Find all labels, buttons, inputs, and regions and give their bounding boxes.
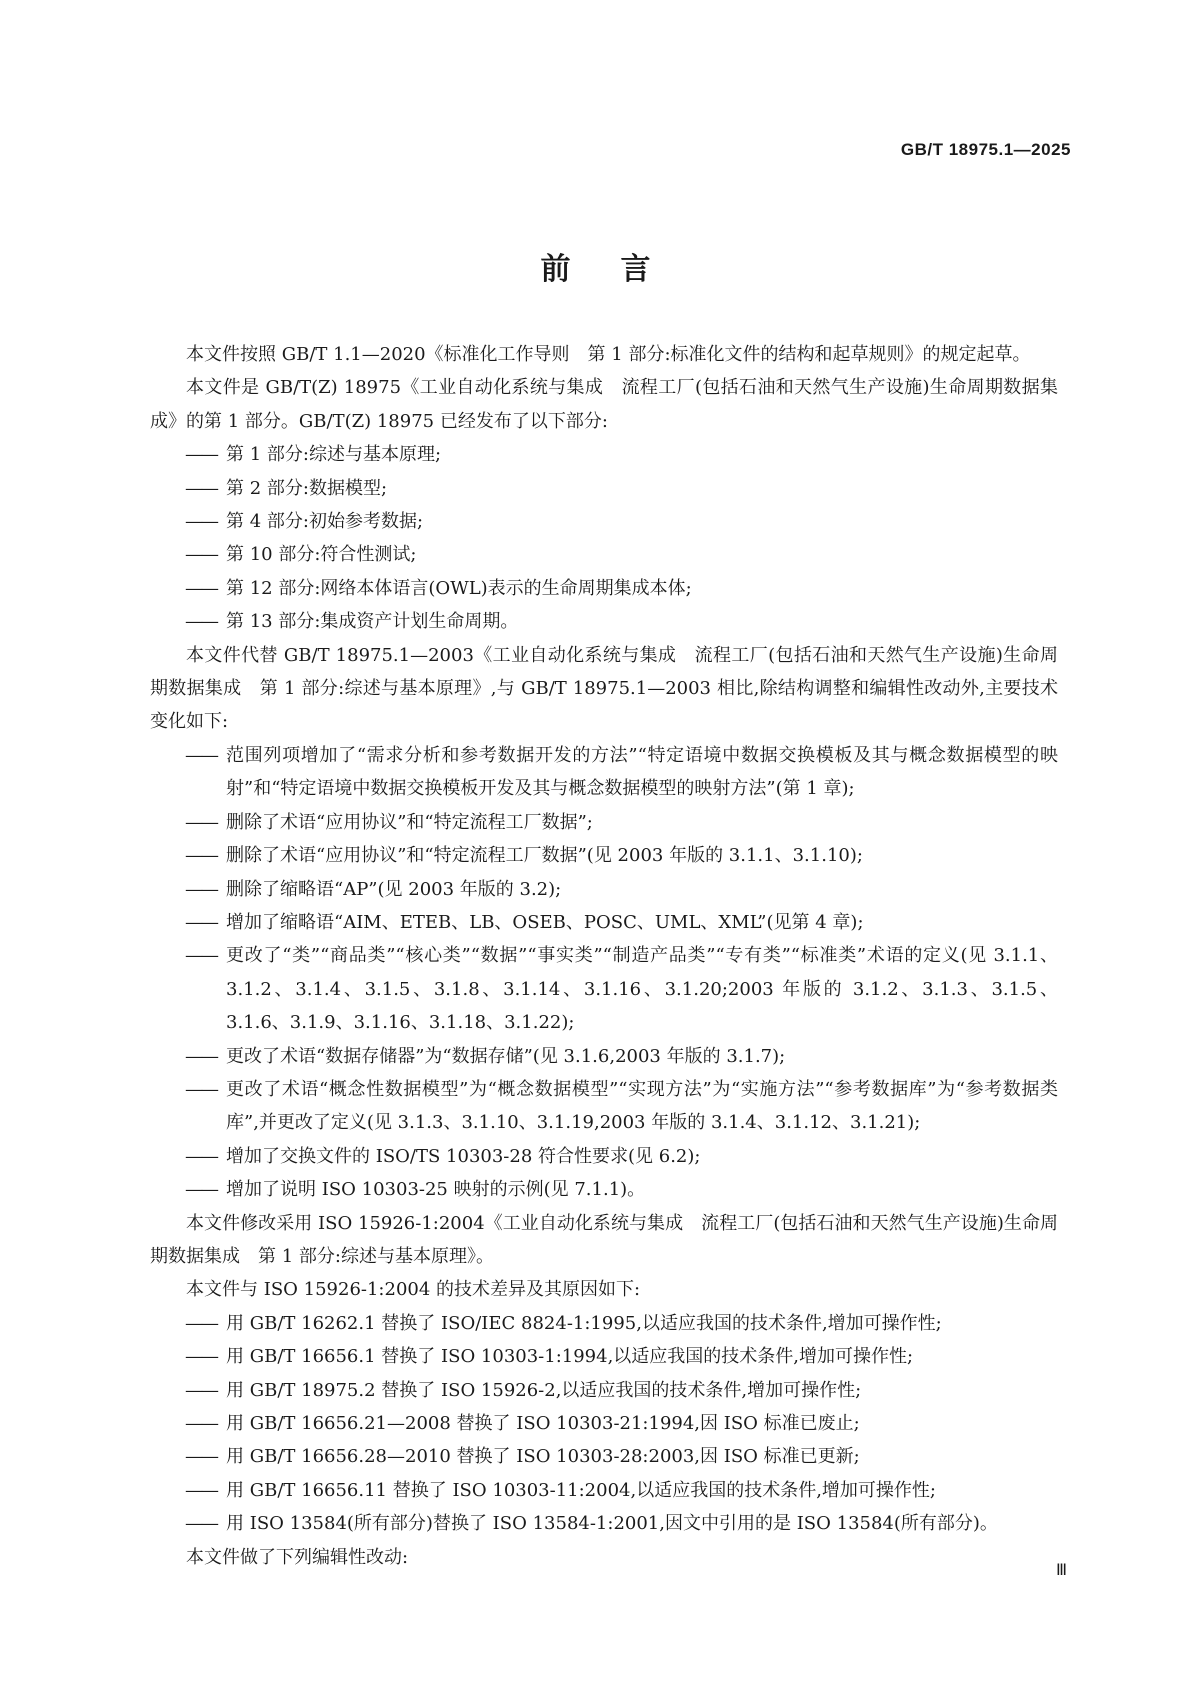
parts-list <box>150 438 1058 638</box>
list-item-text: 更改了术语“概念性数据模型”为“概念数据模型”“实现方法”为“实施方法”“参考数据库”为“参考数据类库”,并更改了定义(见 3.1.3、3.1.10、3.1.19,2003 年版的 3.1.4、3.1.12、3.1.21); <box>226 1078 1058 1134</box>
paragraph-drafting-rules: 本文件按照 GB/T 1.1—2020《标准化工作导则 第 1 部分:标准化文件的结构和起草规则》的规定起草。 <box>186 344 1031 365</box>
list-item <box>150 1173 1058 1206</box>
dash-marker: —— <box>185 544 217 566</box>
list-item <box>150 839 1058 872</box>
list-item-text: 第 2 部分:数据模型; <box>226 477 388 499</box>
list-item-text: 用 GB/T 16262.1 替换了 ISO/IEC 8824-1:1995,以适应我国的技术条件,增加可操作性; <box>226 1312 942 1334</box>
dash-marker: —— <box>185 477 217 499</box>
paragraph-differences-intro: 本文件与 ISO 15926-1:2004 的技术差异及其原因如下: <box>186 1279 641 1301</box>
list-item-text: 删除了术语“应用协议”和“特定流程工厂数据”(见 2003 年版的 3.1.1、3.1.10); <box>226 845 863 867</box>
list-item-text: 用 GB/T 16656.21—2008 替换了 ISO 10303-21:1994,因 ISO 标准已废止; <box>226 1413 860 1434</box>
dash-marker: —— <box>185 911 217 933</box>
dash-marker: —— <box>185 744 217 766</box>
list-item <box>150 1440 1058 1473</box>
list-item <box>150 1073 1058 1140</box>
dash-marker: —— <box>185 511 217 533</box>
list-item-text: 删除了术语“应用协议”和“特定流程工厂数据”; <box>226 811 593 833</box>
paragraph-replacement: 本文件代替 GB/T 18975.1—2003《工业自动化系统与集成 流程工厂(包括石油和天然气生产设施)生命周期数据集成 第 1 部分:综述与基本原理》,与 GB/T 18975.1—2003 相比,除结构调整和编辑性改动外,主要技术变化如下: <box>150 644 1058 733</box>
list-item-text: 第 10 部分:符合性测试; <box>226 544 417 566</box>
list-item-text: 用 GB/T 16656.11 替换了 ISO 10303-11:2004,以适应我国的技术条件,增加可操作性; <box>226 1479 936 1501</box>
list-item <box>150 1474 1058 1507</box>
list-item <box>150 572 1058 605</box>
list-item <box>150 438 1058 471</box>
dash-marker: —— <box>185 1379 217 1401</box>
dash-marker: —— <box>185 845 217 867</box>
list-item-text: 用 GB/T 16656.1 替换了 ISO 10303-1:1994,以适应我国的技术条件,增加可操作性; <box>226 1346 914 1368</box>
dash-marker: —— <box>185 611 217 633</box>
dash-marker: —— <box>185 1346 217 1368</box>
page-title: 前言 <box>540 252 701 287</box>
changes-list <box>150 739 1058 1207</box>
list-item <box>150 739 1058 806</box>
dash-marker: —— <box>185 577 217 599</box>
dash-marker: —— <box>185 811 217 833</box>
list-item <box>150 472 1058 505</box>
list-item-text: 增加了交换文件的 ISO/TS 10303-28 符合性要求(见 6.2); <box>226 1145 701 1167</box>
paragraph-series-intro: 本文件是 GB/T(Z) 18975《工业自动化系统与集成 流程工厂(包括石油和天然气生产设施)生命周期数据集成》的第 1 部分。GB/T(Z) 18975 已经发布了以下部分: <box>150 377 1058 432</box>
list-item <box>150 806 1058 839</box>
dash-marker: —— <box>185 1045 217 1067</box>
list-item <box>150 1140 1058 1173</box>
dash-marker: —— <box>185 945 217 967</box>
differences-list <box>150 1307 1058 1541</box>
list-item-text: 更改了“类”“商品类”“核心类”“数据”“事实类”“制造产品类”“专有类”“标准类”术语的定义(见 3.1.1、3.1.2、3.1.4、3.1.5、3.1.8、3.1.14、3.1.16、3.1.20;2003 年版的 3.1.2、3.1.3、3.1.5、3.1.6、3.1.9、3.1.16、3.1.18、3.1.22); <box>226 945 1058 1034</box>
list-item <box>150 538 1058 571</box>
dash-marker: —— <box>185 1513 217 1535</box>
list-item <box>150 939 1058 1039</box>
dash-marker: —— <box>185 444 217 466</box>
list-item-text: 增加了说明 ISO 10303-25 映射的示例(见 7.1.1)。 <box>226 1179 646 1201</box>
list-item-text: 用 ISO 13584(所有部分)替换了 ISO 13584-1:2001,因文中引用的是 ISO 13584(所有部分)。 <box>226 1513 998 1535</box>
list-item-text: 范围列项增加了“需求分析和参考数据开发的方法”“特定语境中数据交换模板及其与概念数据模型的映射”和“特定语境中数据交换模板开发及其与概念数据模型的映射方法”(第 1 章); <box>226 744 1058 800</box>
dash-marker: —— <box>185 1312 217 1334</box>
list-item <box>150 873 1058 906</box>
dash-marker: —— <box>185 1446 217 1468</box>
dash-marker: —— <box>185 1145 217 1167</box>
list-item-text: 删除了缩略语“AP”(见 2003 年版的 3.2); <box>226 878 562 900</box>
list-item-text: 用 GB/T 18975.2 替换了 ISO 15926-2,以适应我国的技术条件,增加可操作性; <box>226 1379 862 1401</box>
paragraph-adoption: 本文件修改采用 ISO 15926-1:2004《工业自动化系统与集成 流程工厂(包括石油和天然气生产设施)生命周期数据集成 第 1 部分:综述与基本原理》。 <box>150 1212 1058 1267</box>
list-item <box>150 1407 1058 1440</box>
list-item-text: 增加了缩略语“AIM、ETEB、LB、OSEB、POSC、UML、XML”(见第 4 章); <box>226 911 864 933</box>
list-item <box>150 1340 1058 1373</box>
list-item <box>150 1374 1058 1407</box>
list-item-text: 更改了术语“数据存储器”为“数据存储”(见 3.1.6,2003 年版的 3.1.7); <box>226 1045 786 1067</box>
list-item-text: 用 GB/T 16656.28—2010 替换了 ISO 10303-28:2003,因 ISO 标准已更新; <box>226 1446 860 1468</box>
list-item-text: 第 13 部分:集成资产计划生命周期。 <box>226 611 519 633</box>
list-item <box>150 906 1058 939</box>
page-number: Ⅲ <box>1055 1562 1067 1579</box>
document-code: GB/T 18975.1—2025 <box>900 140 1071 159</box>
dash-marker: —— <box>185 878 217 900</box>
dash-marker: —— <box>185 1179 217 1201</box>
paragraph-editorial-changes: 本文件做了下列编辑性改动: <box>186 1546 409 1568</box>
list-item-text: 第 4 部分:初始参考数据; <box>226 511 424 533</box>
list-item <box>150 1040 1058 1073</box>
list-item-text: 第 1 部分:综述与基本原理; <box>226 444 442 466</box>
foreword-body <box>150 338 1058 1574</box>
dash-marker: —— <box>185 1078 217 1100</box>
dash-marker: —— <box>185 1413 217 1434</box>
list-item <box>150 1307 1058 1340</box>
list-item <box>150 605 1058 638</box>
list-item-text: 第 12 部分:网络本体语言(OWL)表示的生命周期集成本体; <box>226 577 692 599</box>
list-item <box>150 505 1058 538</box>
list-item <box>150 1507 1058 1540</box>
dash-marker: —— <box>185 1479 217 1501</box>
